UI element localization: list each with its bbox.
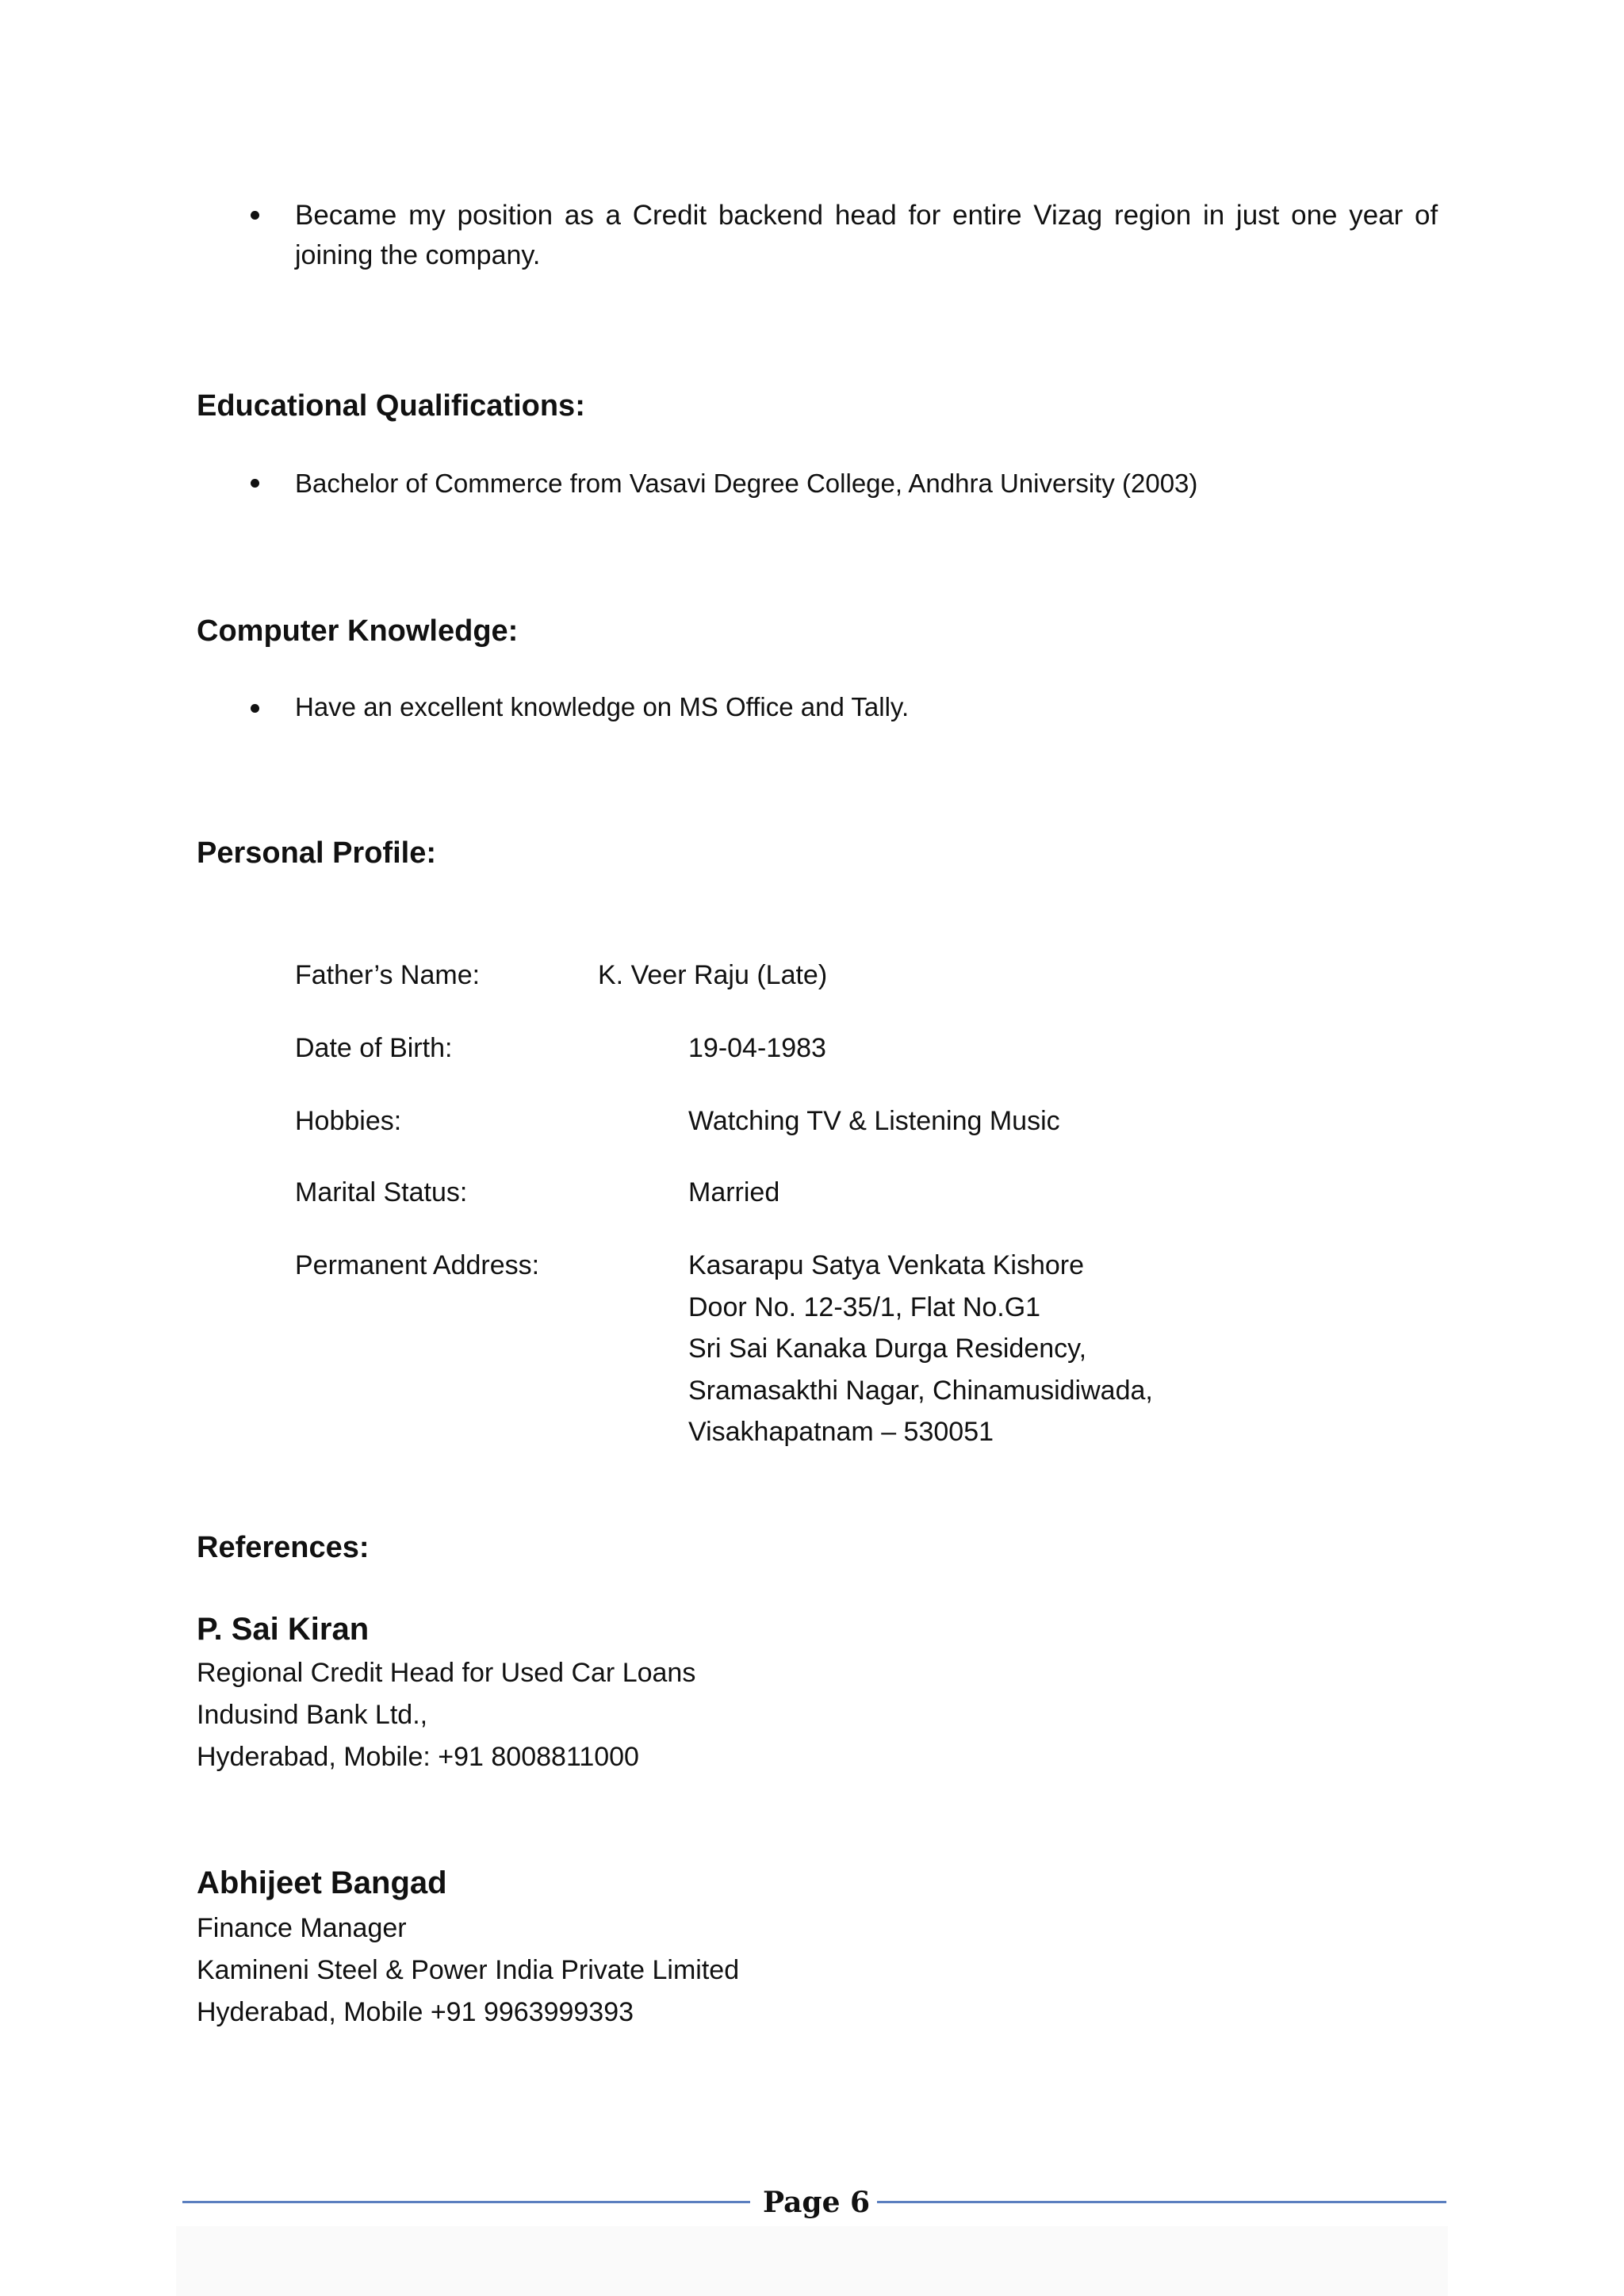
address-line: Kasarapu Satya Venkata Kishore <box>688 1250 1084 1280</box>
dob-value: 19-04-1983 <box>688 1033 826 1063</box>
permanent-address-label: Permanent Address: <box>295 1250 540 1280</box>
personal-heading: Personal Profile: <box>197 836 436 870</box>
computer-heading: Computer Knowledge: <box>197 614 519 648</box>
reference-line: Finance Manager <box>197 1913 407 1943</box>
footer-shade <box>176 2226 1448 2296</box>
fathers-name-label: Father’s Name: <box>295 960 481 990</box>
reference-line: Hyderabad, Mobile +91 9963999393 <box>197 1997 634 2027</box>
footer-rule-left <box>182 2201 750 2203</box>
fathers-name-value: K. Veer Raju (Late) <box>598 960 828 990</box>
hobbies-value: Watching TV & Listening Music <box>688 1106 1060 1136</box>
reference-line: Regional Credit Head for Used Car Loans <box>197 1658 696 1688</box>
address-line: Door No. 12-35/1, Flat No.G1 <box>688 1292 1041 1322</box>
reference-line: Hyderabad, Mobile: +91 8008811000 <box>197 1742 639 1772</box>
reference-1-name: P. Sai Kiran <box>197 1612 370 1647</box>
marital-status-label: Marital Status: <box>295 1177 468 1207</box>
computer-item: Have an excellent knowledge on MS Office and Tally. <box>295 692 910 721</box>
marital-status-value: Married <box>688 1177 780 1207</box>
achievement-line-1: Became my position as a Credit backend head for entire Vizag region in just one year of <box>295 200 1438 231</box>
reference-2-name: Abhijeet Bangad <box>197 1866 447 1900</box>
bullet-icon <box>251 479 259 488</box>
bullet-icon <box>251 211 259 220</box>
dob-label: Date of Birth: <box>295 1033 453 1063</box>
achievement-line-2: joining the company. <box>295 240 541 270</box>
hobbies-label: Hobbies: <box>295 1106 402 1136</box>
address-line: Sri Sai Kanaka Durga Residency, <box>688 1334 1087 1364</box>
education-item: Bachelor of Commerce from Vasavi Degree College, Andhra University (2003) <box>295 469 1198 498</box>
permanent-address-value <box>688 1245 1153 1453</box>
page-number: Page 6 <box>763 2186 871 2219</box>
reference-line: Indusind Bank Ltd., <box>197 1700 428 1730</box>
reference-2-details <box>197 1908 739 2034</box>
footer-rule-right <box>877 2201 1446 2203</box>
references-heading: References: <box>197 1531 370 1564</box>
education-heading: Educational Qualifications: <box>197 389 585 423</box>
reference-line: Kamineni Steel & Power India Private Limited <box>197 1955 740 1985</box>
address-line: Visakhapatnam – 530051 <box>688 1417 994 1447</box>
bullet-icon <box>251 704 259 713</box>
address-line: Sramasakthi Nagar, Chinamusidiwada, <box>688 1375 1153 1406</box>
reference-1-details <box>197 1652 695 1778</box>
